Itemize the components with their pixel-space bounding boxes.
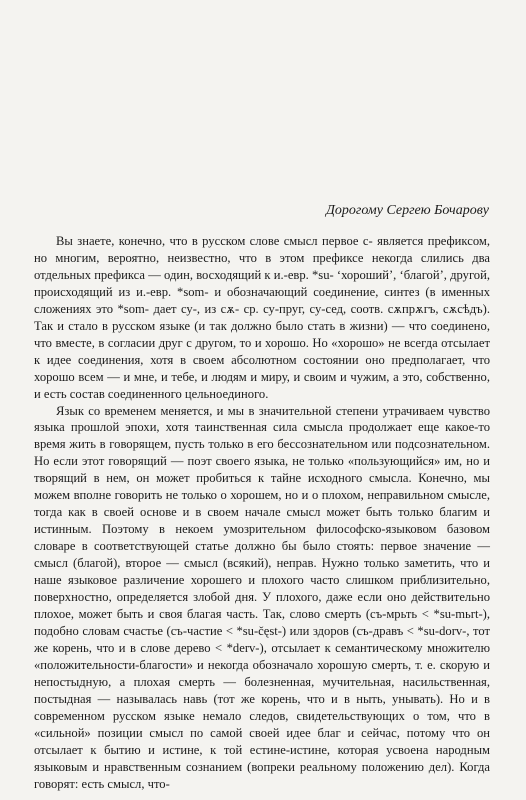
- paragraph-1: Вы знаете, конечно, что в русском слове смысл первое с- является префиксом, но многим, вероятно, неизвестно, что в этом префиксе некогда слились два отдельных префикса — один, восходящий к и.-евр. *su- ‘хороший’, ‘благой’, другой, происходящий из и.-евр. *sоm- и обозначающий соединение, синтез (в именных сложениях это *sоm- дает су-, из сѫ- ср. су-пруг, су-сед, соотв. сѫпрѫгъ, сѫсѣдъ). Так и стало в русском языке (и так должно было стать в жизни) — что соединено, что вместе, в согласии друг с другом, то и хорошо. Но «хорошо» не всегда отсылает к идее соединения, хотя в своем абсолютном состоянии оно предполагает, что хорошо всем — и мне, и тебе, и людям и миру, и своим и чужим, а это, собственно, и есть состав соединенного цельноединого.: [34, 234, 490, 401]
- paragraph-2: Язык со временем меняется, и мы в значительной степени утрачиваем чувство языка прошлой эпохи, хотя таинственная сила смысла продолжает еще какое-то время жить в говорящем, пусть только в его бессознательном или подсознательном. Но если этот говорящий — поэт своего языка, не только «пользующийся» им, но и творящий в нем, он может пробиться к тайне исходного смысла. Конечно, мы можем вполне говорить не только о хорошем, но и о плохом, неправильном смысле, тогда как в своей основе и в своем начале смысл может быть только благим и истинным. Поэтому в некоем умозрительном философско-языковом базовом словаре в соответствующей статье должно бы было стоять: первое значение — смысл (благой), второе — смысл (всякий), неправ. Нужно только заметить, что и наше языковое различение хорошего и плохого часто слишком приблизительно, поверхностно, определяется злобой дня. У плохого, даже если оно действительно плохое, может быть и своя благая часть. Так, слово смерть (съ-мрьть < *su-mьrt-), подобно словам счастье (съ-частие < *su-čęst-) или здоров (съ-дравъ < *su-dorv-, тот же корень, что и в слове дерево < *derv-), отсылает к семантическому множителю «положительности-благости» и некогда обозначало хорошую смерть, т. е. скорую и непостыдную, а плохая смерть — болезненная, мучительная, насильственная, постыдная — называлась навь (тот же корень, что и в ныть, унывать). Но и в современном русском языке немало следов, свидетельствующих о том, что в «сильной» позиции смысл по самой своей идее благ и сейчас, потому что он отсылает к бытию и истине, к той естине-истине, которая усвоена народным языковым и нравственным сознанием (вопреки реальному положению дел). Когда говорят: есть смысл, что-: [34, 403, 490, 791]
- body-text: [34, 233, 490, 792]
- dedication: Дорогому Сергею Бочарову: [325, 203, 489, 218]
